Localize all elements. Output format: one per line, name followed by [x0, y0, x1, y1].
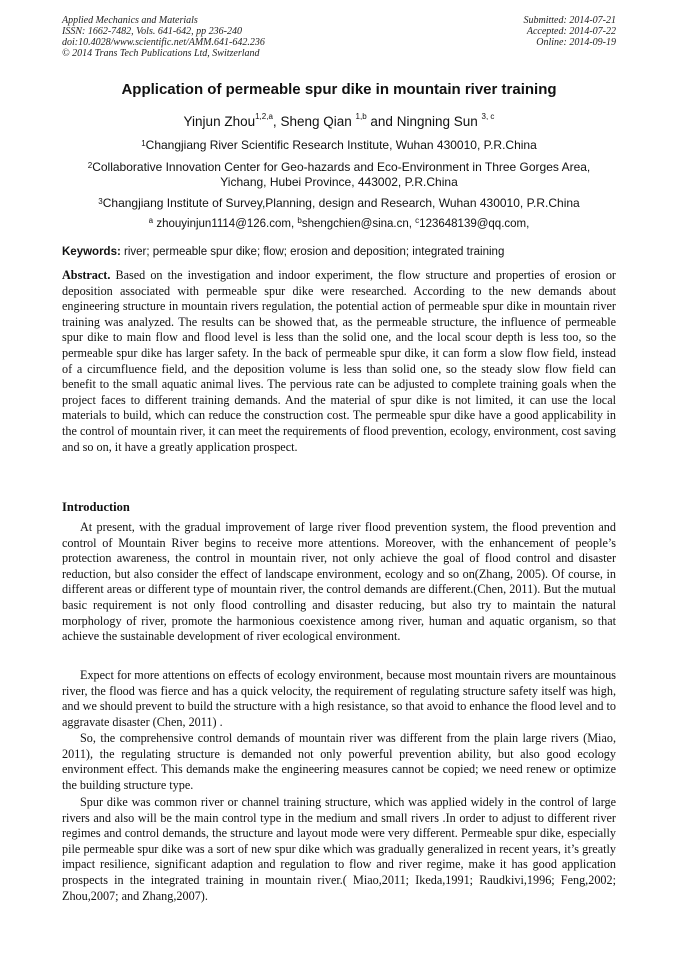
author-name: Sheng Qian — [280, 114, 352, 129]
keywords — [62, 246, 616, 258]
email-link[interactable]: shengchien@sina.cn, — [301, 218, 412, 230]
abstract-label: Abstract. — [62, 268, 111, 282]
affiliation-2: $^2$Collaborative Innovation Center for Geo-hazards and Eco-Environment in Three Gorges Area, Yichang, Hubei Province, 443002, P.R.China — [87, 160, 591, 189]
abstract-text: Based on the investigation and indoor experiment, the flow structure and properties of erosion or deposition associated with permeable spur dike were researched. According to the new demands about engineering structure in mountain rivers regulation, the potential action of permeable spur dike in mountain river training was analyzed. The results can be showed that, as the permeable structure, the influence of permeable spur dike to main flow and flood level is less than the solid one, and the local scour depth is less too, so the permeable spur dike has larger safety. In the back of permeable spur dike, it can form a slow flow field, instead of a circumfluence field, and the deposition volume is less than solid one, so the steady slow flow field can benefit to the small aquatic animal lives. The pervious rate can be adjusted to complete training goals when the project faces to different training demands. And the material of spur dike is not limited, it can use the local materials to build, which can reduce the construction cost. The permeable spur dike have a good applicability in the control of mountain river, it can meet the requirements of flood prevention, ecology, environment, cost saving and so on, it have a greatly application prospect. — [62, 268, 616, 454]
author-sup: 3, c — [481, 112, 495, 121]
intro-paragraph: So, the comprehensive control demands of mountain river was different from the plain large rivers (Miao, 2011), the regulating structure is demanded not only powerful prevention ability, but also good ecology environment effect. This demands make the engineering measures cannot be copied; we need renew or optimize the building structure type. — [62, 731, 616, 792]
author-name: Yinjun Zhou — [183, 114, 256, 129]
affiliation-1: $^1$Changjiang River Scientific Research Institute, Wuhan 430010, P.R.China — [141, 138, 537, 152]
journal-name: Applied Mechanics and Materials — [62, 15, 198, 26]
intro-paragraph: At present, with the gradual improvement of large river flood prevention system, the flood prevention and control of Mountain River begins to receive more attentions. Moreover, with the enhancement of people’s protection awareness, the control in mountain river, not only achieve the goal of flood control and disaster reduction, but also consider the effect of landscape environment, ecology and so on(Zhang, 2005). Of course, in different areas or different type of mountain river, the control demands are different.(Chen, 2011). But the mutual basic requirement is not only flood controlling and disaster reducing, but also try to maintain the natural morphology of river, promote the harmonious coexistence among river, human and aquatic organism, so that achieve the sustainable development of river ecological environment. — [62, 520, 616, 644]
keywords-label: Keywords: — [62, 246, 121, 258]
publication-dates — [524, 15, 617, 48]
paper-title: Application of permeable spur dike in mountain river training — [121, 81, 557, 98]
section-heading: Introduction — [62, 500, 130, 514]
email-link[interactable]: 123648139@qq.com, — [419, 218, 530, 230]
author-sup: 1,2,a — [255, 112, 273, 121]
affiliation-3: $^3$Changjiang Institute of Survey,Planning, design and Research, Wuhan 430010, P.R.China — [98, 196, 580, 210]
submitted-date: Submitted: 2014-07-21 — [523, 15, 616, 26]
intro-paragraph: Expect for more attentions on effects of ecology environment, because most mountain rivers are mountainous river, the flood was fierce and has a quick velocity, the requirement of regulating structure safety itself was high, and we should prevent to build the structure with a high resistance, so that avoid to enhance the flood level and to aggravate disaster (Chen, 2011) . — [62, 668, 616, 729]
online-date: Online: 2014-09-19 — [536, 37, 616, 48]
copyright: © 2014 Trans Tech Publications Ltd, Switzerland — [62, 48, 260, 59]
journal-info — [62, 15, 265, 59]
author-name: Ningning Sun — [396, 114, 478, 129]
abstract — [62, 268, 616, 455]
email-list: $^a$ zhouyinjun1114@126.com, $^b$shengchien@sina.cn, $^c$123648139@qq.com, — [148, 216, 530, 230]
email-link[interactable]: zhouyinjun1114@126.com, — [156, 218, 295, 230]
author-sup: 1,b — [355, 112, 367, 121]
author-and: and — [370, 114, 393, 129]
keywords-text: river; permeable spur dike; flow; erosion and deposition; integrated training — [124, 246, 505, 258]
issn: ISSN: 1662-7482, Vols. 641-642, pp 236-240 — [62, 26, 242, 37]
doi: doi:10.4028/www.scientific.net/AMM.641-642.236 — [62, 37, 265, 48]
author-list: Yinjun Zhou$^{1,2,a}$, Sheng Qian $^{1,b}$ and Ningning Sun $^{3, c}$ — [183, 112, 495, 129]
accepted-date: Accepted: 2014-07-22 — [526, 26, 616, 37]
intro-paragraph: Spur dike was common river or channel training structure, which was applied widely in the control of large rivers and also will be the main control type in the medium and small rivers .In order to adjust to different river regimes and control demands, the structure and layout mode were very different. Permeable spur dike, especially pile permeable spur dike was a sort of new spur dike which was gradually generalized in recent years, it’s greatly impact resilience, significant adaption and regulation to flow and river regime, make it has good application prospects in the integrated training in mountain river.( Miao,2011; Ikeda,1991; Raudkivi,1996; Feng,2002; Zhou,2007; and Zhang,2007). — [62, 795, 616, 903]
